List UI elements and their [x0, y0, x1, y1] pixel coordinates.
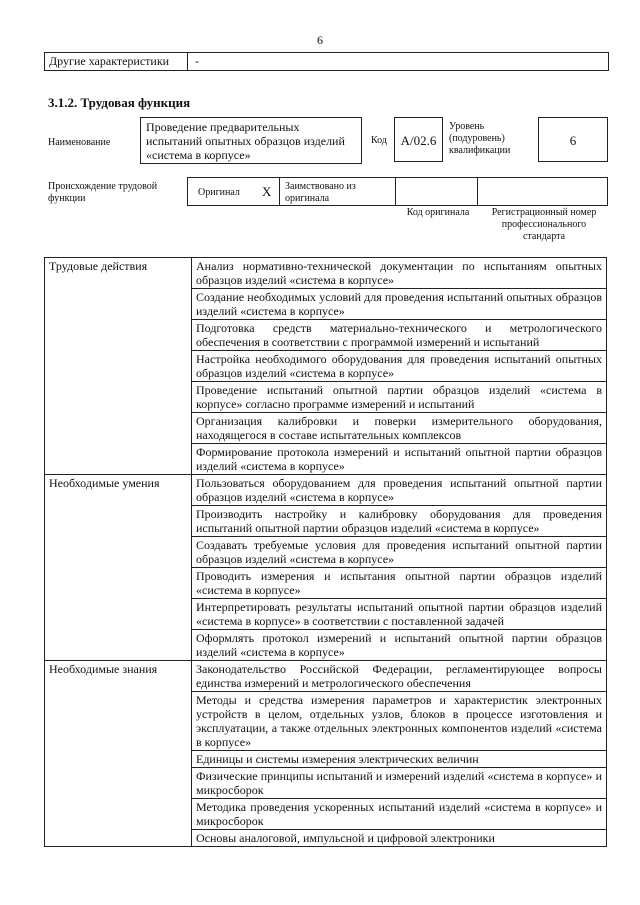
list-item: Физические принципы испытаний и измерений изделий «система в корпусе» и микросборок [192, 768, 607, 799]
other-characteristics-row [44, 52, 609, 71]
category-labor-actions: Трудовые действия [45, 258, 192, 475]
borrowed-label: Заимствовано из оригинала [285, 181, 356, 204]
list-item: Создание необходимых условий для проведения испытаний опытных образцов изделий «система в корпусе» [192, 289, 607, 320]
list-item: Создавать требуемые условия для проведения испытаний опытной партии образцов изделий «система в корпусе» [192, 537, 607, 568]
origin-label: Происхождение трудовой функции [48, 181, 158, 204]
other-characteristics-label: Другие характеристики [49, 54, 170, 68]
function-table [44, 257, 607, 847]
category-knowledge: Необходимые знания [45, 661, 192, 847]
reg-number-label: Регистрационный номер профессионального стандарта [491, 207, 597, 242]
section-title: 3.1.2. Трудовая функция [48, 95, 191, 110]
list-item: Законодательство Российской Федерации, регламентирующее вопросы единства измерений и метрологического обеспечения [192, 661, 607, 692]
list-item: Анализ нормативно-технической документации по испытаниям опытных образцов изделий «система в корпусе» [192, 258, 607, 289]
table-row [45, 661, 607, 692]
list-item: Производить настройку и калибровку оборудования для проведения испытаний опытной партии образцов изделий «система в корпусе» [192, 506, 607, 537]
list-item: Интерпретировать результаты испытаний опытной партии образцов изделий «система в корпусе» в соответствии с поставленной задачей [192, 599, 607, 630]
list-item: Проводить измерения и испытания опытной партии образцов изделий «система в корпусе» [192, 568, 607, 599]
original-label: Оригинал [198, 187, 240, 198]
category-skills: Необходимые умения [45, 475, 192, 661]
origin-box [187, 177, 608, 206]
table-row [45, 258, 607, 289]
list-item: Методика проведения ускоренных испытаний изделий «система в корпусе» и микросборок [192, 799, 607, 830]
list-item: Настройка необходимого оборудования для проведения испытаний опытных образцов изделий «система в корпусе» [192, 351, 607, 382]
name-value: Проведение предварительных испытаний опытных образцов изделий «система в корпусе» [140, 117, 362, 164]
page-number: 6 [317, 33, 323, 47]
level-label: Уровень (подуровень) квалификации [449, 121, 511, 156]
original-mark: X [262, 184, 272, 199]
list-item: Основы аналоговой, импульсной и цифровой электроники [192, 830, 607, 847]
list-item: Формирование протокола измерений и испытаний опытной партии образцов изделий «система в корпусе» [192, 444, 607, 475]
list-item: Подготовка средств материально-технического и метрологического обеспечения в соответствии с программой измерений и испытаний [192, 320, 607, 351]
list-item: Организация калибровки и поверки измерительного оборудования, находящегося в составе испытательных комплексов [192, 413, 607, 444]
code-label: Код [371, 135, 387, 146]
other-characteristics-value: - [195, 54, 199, 68]
list-item: Методы и средства измерения параметров и характеристик электронных устройств в целом, отдельных узлов, блоков в процессе изготовления и эксплуатации, а также отдельных электронных компонентов изделий «система в корпусе» [192, 692, 607, 751]
name-label: Наименование [48, 137, 111, 148]
table-row [45, 475, 607, 506]
level-value: 6 [538, 117, 608, 162]
list-item: Пользоваться оборудованием для проведения испытаний опытной партии образцов изделий «система в корпусе» [192, 475, 607, 506]
list-item: Проведение испытаний опытной партии образцов изделий «система в корпусе» согласно программе измерений и испытаний [192, 382, 607, 413]
code-value: A/02.6 [394, 117, 443, 162]
code-original-label: Код оригинала [406, 207, 470, 218]
list-item: Оформлять протокол измерений и испытаний опытной партии образцов изделий «система в корпусе» [192, 630, 607, 661]
list-item: Единицы и системы измерения электрических величин [192, 751, 607, 768]
